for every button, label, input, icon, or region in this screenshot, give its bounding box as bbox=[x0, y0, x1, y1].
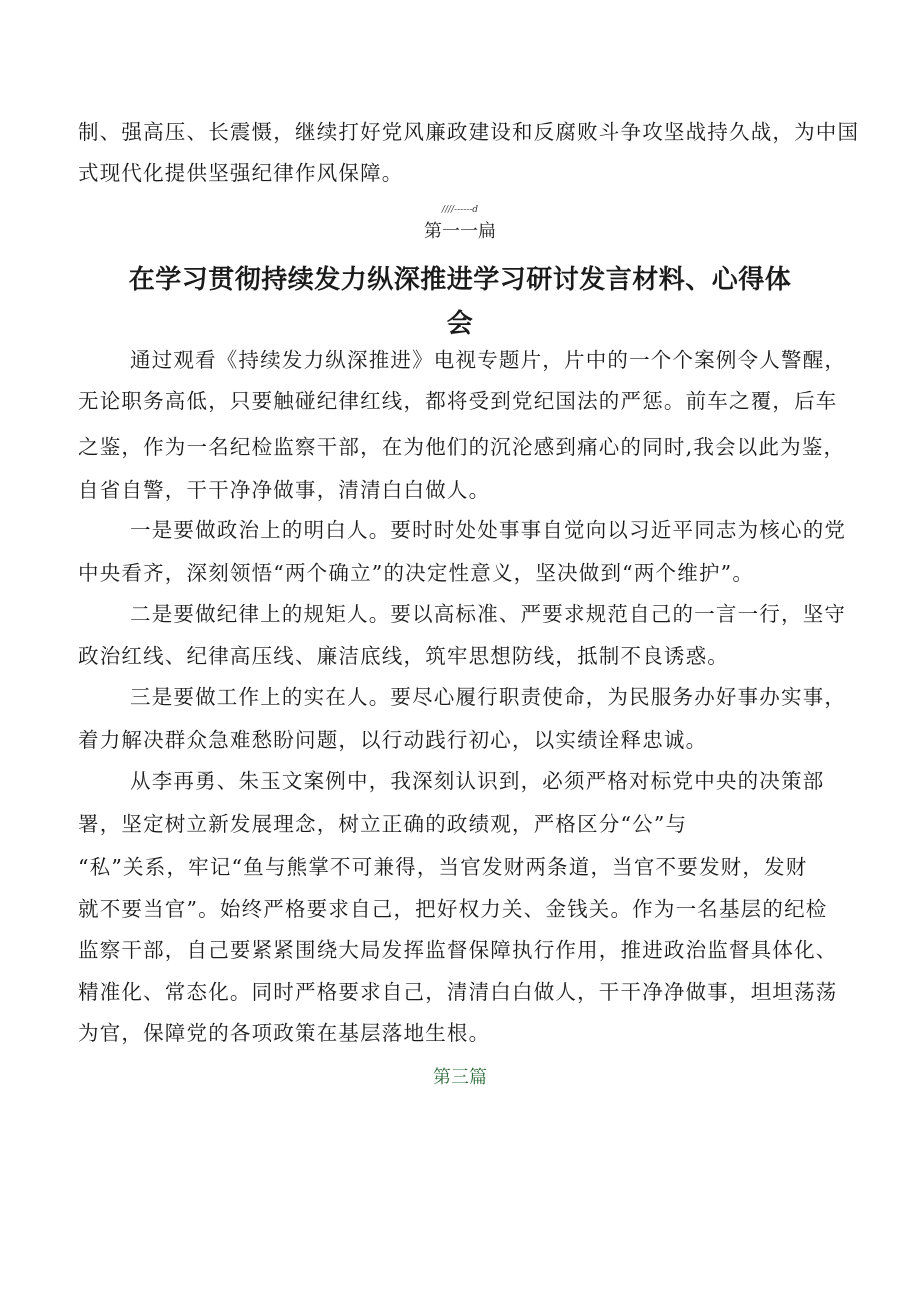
paragraph-line: 三是要做工作上的实在人。要尽心履行职责使命，为民服务办好事办实事， bbox=[130, 685, 847, 709]
paragraph-line: 无论职务高低，只要触碰纪律红线，都将受到党纪国法的严惩。前车之覆，后车 bbox=[78, 389, 838, 413]
paragraph-line: 一是要做政治上的明白人。要时时处处事事自觉向以习近平同志为核心的党 bbox=[130, 518, 847, 542]
paragraph-line: 署，坚定树立新发展理念，树立正确的政绩观，严格区分“公”与 bbox=[78, 812, 688, 836]
paragraph-line: 监察干部，自己要紧紧围绕大局发挥监督保障执行作用，推进政治监督具体化、 bbox=[78, 938, 838, 962]
paragraph-line: 之鉴，作为一名纪检监察干部，在为他们的沉沦感到痛心的同时,我会以此为鉴， bbox=[78, 435, 846, 459]
paragraph-line: 就不要当官”。始终严格要求自己，把好权力关、金钱关。作为一名基层的纪检 bbox=[78, 897, 828, 921]
paragraph-line: 政治红线、纪律高压线、廉洁底线，筑牢思想防线，抵制不良诱惑。 bbox=[78, 644, 729, 668]
paragraph-line: 中央看齐，深刻领悟“两个确立”的决定性意义，坚决做到“两个维护”。 bbox=[78, 561, 755, 585]
paragraph-line: 着力解决群众急难愁盼问题，以行动践行初心，以实绩诠释忠诚。 bbox=[78, 728, 708, 752]
section-label: 第一一扁 bbox=[424, 221, 496, 242]
paragraph-line: 二是要做纪律上的规矩人。要以高标准、严要求规范自己的一言一行，坚守 bbox=[130, 602, 847, 626]
section-label: 第三篇 bbox=[433, 1067, 487, 1088]
paragraph-line: 精准化、常态化。同时严格要求自己，清清白白做人，干干净净做事，坦坦荡荡 bbox=[78, 980, 838, 1004]
paragraph-line: 通过观看《持续发力纵深推进》电视专题片，片中的一个个案例令人警醒， bbox=[130, 348, 847, 372]
section-mark: ////------d bbox=[441, 205, 479, 215]
paragraph-line: 自省自警，干干净净做事，清清白白做人。 bbox=[78, 478, 491, 502]
document-title-line1: 在学习贯彻持续发力纵深推进学习研讨发言材料、心得体 bbox=[128, 265, 792, 295]
paragraph-line: 从李再勇、朱玉文案例中，我深刻认识到，必须严格对标党中央的决策部 bbox=[130, 769, 825, 793]
paragraph-line: 为官，保障党的各项政策在基层落地生根。 bbox=[78, 1021, 491, 1045]
paragraph-line: 制、强高压、长震慑，继续打好党风廉政建设和反腐败斗争攻坚战持久战，为中国 bbox=[78, 120, 860, 144]
document-title-line2: 会 bbox=[446, 309, 474, 339]
paragraph-line: “私”关系，牢记“鱼与熊掌不可兼得，当官发财两条道，当官不要发财，发财 bbox=[78, 855, 808, 879]
paragraph-line: 式现代化提供坚强纪律作风保障。 bbox=[78, 161, 404, 185]
